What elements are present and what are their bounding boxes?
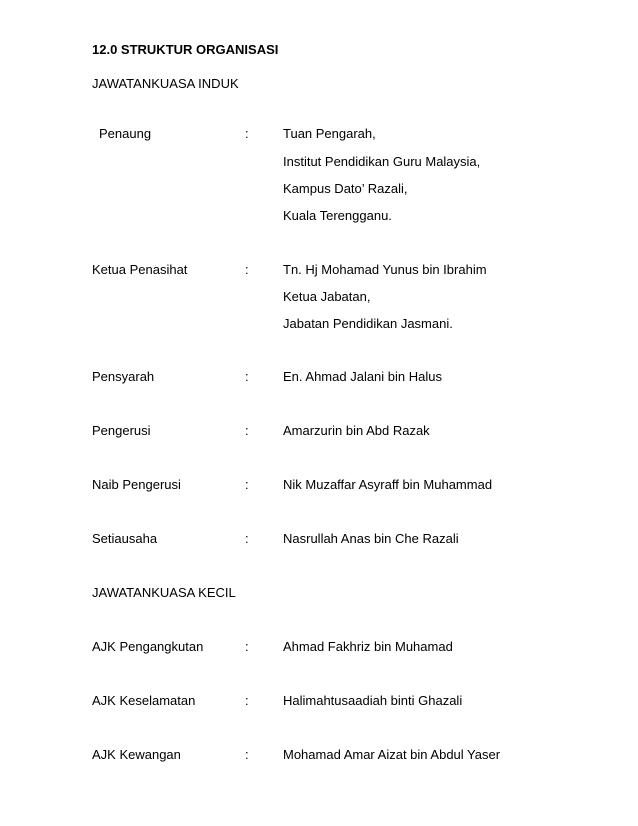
colon-separator: : (245, 262, 249, 277)
value-line: Kampus Dato’ Razali, (283, 181, 408, 196)
value-line: Tuan Pengarah, (283, 126, 376, 141)
role-label: AJK Keselamatan (92, 693, 196, 708)
role-label: Pensyarah (92, 369, 155, 384)
colon-separator: : (245, 423, 249, 438)
value-line: Halimahtusaadiah binti Ghazali (283, 693, 463, 708)
colon-separator: : (245, 126, 249, 141)
colon-separator: : (245, 531, 249, 546)
colon-separator: : (245, 369, 249, 384)
value-line: Tn. Hj Mohamad Yunus bin Ibrahim (283, 262, 487, 277)
role-label: Naib Pengerusi (92, 477, 181, 492)
value-line: Jabatan Pendidikan Jasmani. (283, 316, 453, 331)
value-line: En. Ahmad Jalani bin Halus (283, 369, 442, 384)
role-label: AJK Pengangkutan (92, 639, 204, 654)
role-label: Ketua Penasihat (92, 262, 188, 277)
value-line: Mohamad Amar Aizat bin Abdul Yaser (283, 747, 501, 762)
colon-separator: : (245, 639, 249, 654)
colon-separator: : (245, 477, 249, 492)
role-label: Setiausaha (92, 531, 158, 546)
value-line: Nasrullah Anas bin Che Razali (283, 531, 459, 546)
role-label: AJK Kewangan (92, 747, 181, 762)
value-line: Institut Pendidikan Guru Malaysia, (283, 154, 481, 169)
value-line: Ketua Jabatan, (283, 289, 371, 304)
role-label: Pengerusi (92, 423, 151, 438)
value-line: Nik Muzaffar Asyraff bin Muhammad (283, 477, 493, 492)
colon-separator: : (245, 693, 249, 708)
kecil-heading: JAWATANKUASA KECIL (92, 585, 236, 600)
value-line: Kuala Terengganu. (283, 208, 392, 223)
value-line: Amarzurin bin Abd Razak (283, 423, 430, 438)
section-title: 12.0 STRUKTUR ORGANISASI (92, 42, 279, 57)
induk-heading: JAWATANKUASA INDUK (92, 76, 239, 91)
role-label: Penaung (99, 126, 152, 141)
colon-separator: : (245, 747, 249, 762)
value-line: Ahmad Fakhriz bin Muhamad (283, 639, 453, 654)
